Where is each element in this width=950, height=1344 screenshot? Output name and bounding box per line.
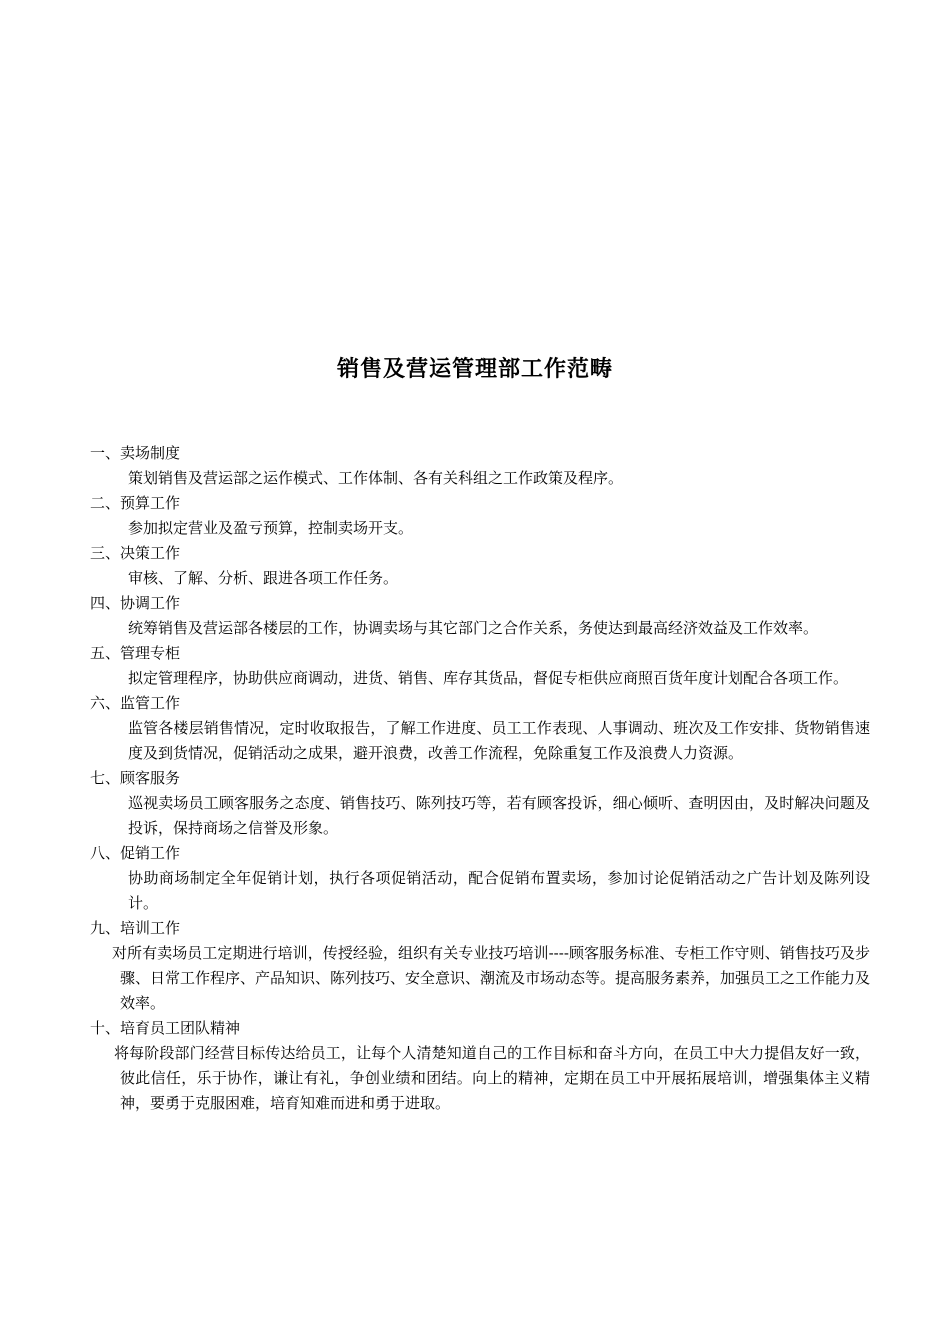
- section-heading: 三、决策工作: [90, 544, 181, 562]
- section-supervision: [90, 691, 870, 766]
- section-team-spirit: [90, 1016, 870, 1116]
- page-title: 销售及营运管理部工作范畴: [336, 356, 613, 382]
- section-training: [90, 916, 870, 1016]
- section-counter-management: [90, 641, 870, 691]
- section-store-system: [90, 441, 870, 491]
- section-heading: 七、顾客服务: [90, 769, 181, 787]
- section-heading: 十、培育员工团队精神: [90, 1019, 241, 1037]
- section-heading: 二、预算工作: [90, 494, 181, 512]
- section-heading: 八、促销工作: [90, 844, 181, 862]
- section-customer-service: [90, 766, 870, 841]
- section-heading: 四、协调工作: [90, 594, 181, 612]
- section-body: 协助商场制定全年促销计划，执行各项促销活动，配合促销布置卖场，参加讨论促销活动之广告计划及陈列设计。: [128, 869, 870, 912]
- section-body: 监管各楼层销售情况，定时收取报告，了解工作进度、员工工作表现、人事调动、班次及工作安排、货物销售速度及到货情况，促销活动之成果，避开浪费，改善工作流程，免除重复工作及浪费人力资源。: [128, 719, 870, 762]
- section-list: [90, 441, 870, 1116]
- section-heading: 一、卖场制度: [90, 444, 181, 462]
- section-body: 统筹销售及营运部各楼层的工作，协调卖场与其它部门之合作关系，务使达到最高经济效益及工作效率。: [128, 619, 819, 637]
- section-body: 参加拟定营业及盈亏预算，控制卖场开支。: [128, 519, 414, 537]
- section-body: 对所有卖场员工定期进行培训，传授经验，组织有关专业技巧培训----顾客服务标准、专柜工作守则、销售技巧及步骤、日常工作程序、产品知识、陈列技巧、安全意识、潮流及市场动态等。提高服务素养，加强员工之工作能力及效率。: [112, 944, 871, 1012]
- section-body: 拟定管理程序，协助供应商调动，进货、销售、库存其货品，督促专柜供应商照百货年度计划配合各项工作。: [128, 669, 849, 687]
- section-body: 策划销售及营运部之运作模式、工作体制、各有关科组之工作政策及程序。: [128, 469, 624, 487]
- section-body: 将每阶段部门经营目标传达给员工，让每个人清楚知道自己的工作目标和奋斗方向，在员工中大力提倡友好一致，彼此信任，乐于协作，谦让有礼，争创业绩和团结。向上的精神，定期在员工中开展拓展培训，增强集体主义精神，要勇于克服困难，培育知难而进和勇于进取。: [114, 1044, 870, 1112]
- section-promotion: [90, 841, 870, 916]
- section-body: 审核、了解、分析、跟进各项工作任务。: [128, 569, 399, 587]
- section-heading: 五、管理专柜: [90, 644, 181, 662]
- section-budget: [90, 491, 870, 541]
- section-coordination: [90, 591, 870, 641]
- section-heading: 九、培训工作: [90, 919, 181, 937]
- section-heading: 六、监管工作: [90, 694, 181, 712]
- section-decision: [90, 541, 870, 591]
- section-body: 巡视卖场员工顾客服务之态度、销售技巧、陈列技巧等，若有顾客投诉，细心倾听、查明因由，及时解决问题及投诉，保持商场之信誉及形象。: [128, 794, 870, 837]
